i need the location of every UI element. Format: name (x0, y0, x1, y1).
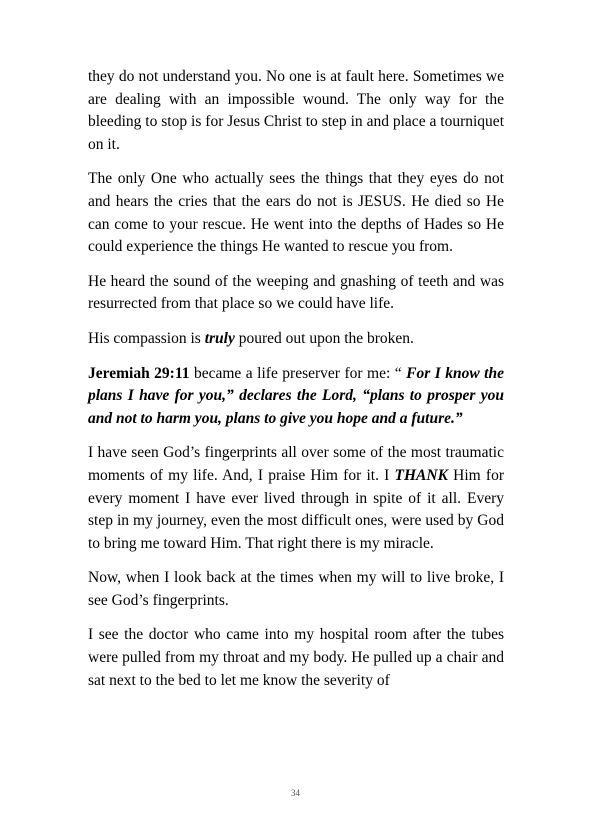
emphasis-truly: truly (204, 329, 235, 347)
page-number: 34 (291, 788, 300, 798)
paragraph-8: I see the doctor who came into my hospital room after the tubes were pulled from my throat and my body. He pulled up a chair and sat next to the bed to let me know the severity of (88, 626, 504, 689)
paragraph-1: they do not understand you. No one is at fault here. Sometimes we are dealing with an impossible wound. The only way for the bleeding to stop is for Jesus Christ to step in and place a tourniquet on it. (88, 68, 504, 153)
paragraph-3: He heard the sound of the weeping and gnashing of teeth and was resurrected from that place so we could have life. (88, 272, 504, 313)
emphasis-thank: THANK (394, 466, 448, 484)
paragraph-6-text-before: I have seen God’s fingerprints all over some of the most traumatic moments of my life. And, I praise Him for it. I (88, 444, 504, 484)
scripture-quote: For I know the plans I have for you,” declares the Lord, “plans to prosper you and not to harm you, plans to give you hope and a future.” (88, 364, 504, 427)
paragraph-6 (88, 442, 504, 555)
paragraph-4-text-after: poured out upon the broken. (234, 329, 414, 347)
paragraph-4 (88, 328, 504, 351)
paragraph-7: Now, when I look back at the times when my will to live broke, I see God’s fingerprints. (88, 569, 504, 609)
paragraph-4-text-before: His compassion is (88, 329, 205, 347)
paragraph-5-text: became a life preserver for me: “ (189, 364, 407, 382)
scripture-reference: Jeremiah 29:11 (88, 364, 190, 382)
paragraph-5-scripture (88, 363, 504, 431)
page-body (88, 66, 504, 704)
paragraph-2: The only One who actually sees the things that they eyes do not and hears the cries that the ears do not is JESUS. He died so He can come to your rescue. He went into the depths of Hades so He could experience the things He wanted to rescue you from. (88, 170, 504, 256)
paragraph-6-text-after: Him for every moment I have ever lived through in spite of it all. Every step in my journey, even the most difficult ones, were used by God to bring me toward Him. That right there is my miracle. (88, 466, 504, 552)
